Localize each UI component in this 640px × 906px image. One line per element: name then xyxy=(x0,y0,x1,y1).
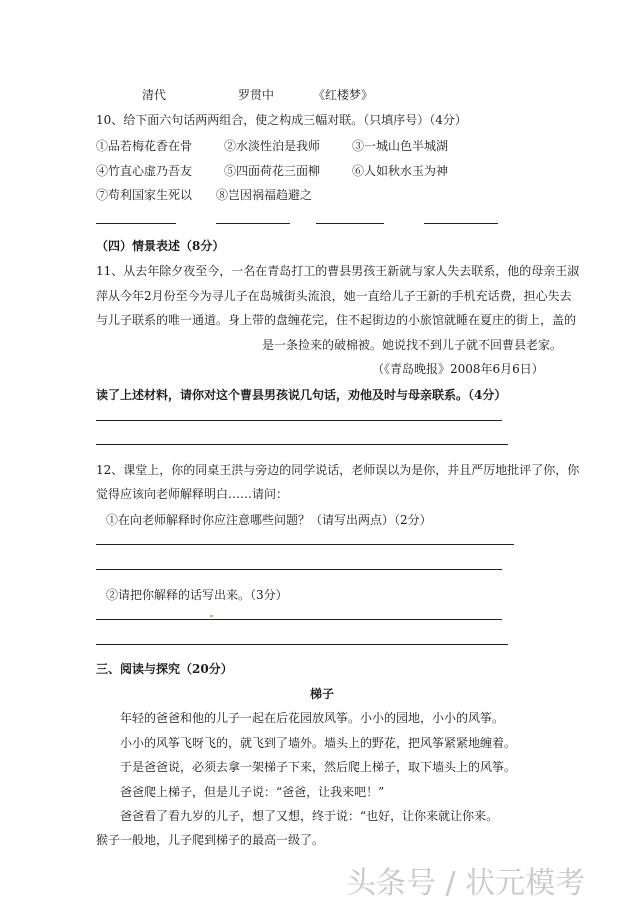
q10-option-5: ⑤四面荷花三面柳 xyxy=(224,164,321,178)
story-line-5: 爸爸看了看九岁的儿子，想了又想，终于说：“也好，让你来就让你来。 xyxy=(120,809,499,823)
q10-option-6: ⑥人如秋水玉为神 xyxy=(352,164,449,178)
q12-line-1: 12、课堂上，你的同桌王洪与旁边的同学说话，老师误以为是你，并且严厉地批评了你，你 xyxy=(96,463,580,477)
q11-line-3: 与儿子联系的唯一通道。身上带的盘缠花完，住不起街边的小旅馆就睡在夏庄的街上，盖的 xyxy=(96,313,577,327)
story-line-3: 于是爸爸说，必须去拿一架梯子下来，然后爬上梯子，取下墙头上的风筝。 xyxy=(120,760,517,774)
q10-option-4: ④竹直心虚乃吾友 xyxy=(96,164,193,178)
q11-answer-line-2[interactable] xyxy=(96,444,508,445)
story-line-6: 猴子一般地，儿子爬到梯子的最高一级了。 xyxy=(96,833,325,847)
q10-option-1: ①品若梅花香在骨 xyxy=(96,139,193,153)
q11-line-1: 11、从去年除夕夜至今，一名在青岛打工的曹县男孩王新就与家人失去联系，他的母亲王淑 xyxy=(96,264,580,278)
story-line-4: 爸爸爬上梯子，但是儿子说：“爸爸，让我来吧！” xyxy=(120,785,385,799)
q11-line-4: 是一条捡来的破棉被。她说找不到儿子就不回曹县老家。 xyxy=(262,338,563,352)
q12-sub2: ②请把你解释的话写出来。（3分） xyxy=(106,588,288,602)
top-row-dynasty: 清代 xyxy=(142,88,167,102)
q11-answer-line-1[interactable] xyxy=(96,420,502,421)
story-line-1: 年轻的爸爸和他的儿子一起在后花园放风筝。小小的园地，小小的风筝。 xyxy=(120,711,505,725)
story-title: 梯子 xyxy=(310,687,335,701)
q12-sub2-answer-line-2[interactable] xyxy=(96,644,508,645)
q11-source: （《青岛晚报》2008年6月6日） xyxy=(372,362,544,376)
top-row-author: 罗贯中 xyxy=(238,88,275,102)
story-line-2: 小小的风筝飞呀飞的，就飞到了墙外。墙头上的野花，把风筝紧紧地缠着。 xyxy=(120,736,517,750)
q10-prompt: 10、给下面六句话两两组合，使之构成三幅对联。（只填序号）（4分） xyxy=(96,113,467,127)
q11-instruction: 读了上述材料，请你对这个曹县男孩说几句话，劝他及时与母亲联系。（4分） xyxy=(96,388,507,402)
q12-sub2-answer-line-1[interactable] xyxy=(96,619,502,620)
q11-line-2: 萍从今年2月份至今为寻儿子在岛城街头流浪，她一直给儿子王新的手机充话费，担心失去 xyxy=(96,289,572,303)
watermark: 头条号 / 状元模考 xyxy=(346,866,586,901)
q10-option-7: ⑦苟利国家生死以 xyxy=(96,188,193,202)
q10-answer-blank-1[interactable] xyxy=(96,223,176,224)
q10-option-8: ⑧岂因祸福趋避之 xyxy=(216,188,313,202)
q10-option-2: ②水淡性泊是我师 xyxy=(224,139,321,153)
section4-title: （四）情景表述（8分） xyxy=(96,239,225,253)
section3-title: 三、阅读与探究（20分） xyxy=(96,662,233,676)
q10-answer-blank-3[interactable] xyxy=(316,223,384,224)
top-row-book: 《红楼梦》 xyxy=(313,88,374,102)
q10-answer-blank-4[interactable] xyxy=(424,223,498,224)
q12-sub1-answer-line-1[interactable] xyxy=(96,544,514,545)
q12-sub1: ①在向老师解释时你应注意哪些问题？（请写出两点）（2分） xyxy=(106,513,432,527)
stray-mark xyxy=(210,615,213,617)
q10-option-3: ③一城山色半城湖 xyxy=(352,139,449,153)
q12-line-2: 觉得应该向老师解释明白……请问： xyxy=(96,487,289,501)
q10-answer-blank-2[interactable] xyxy=(216,223,290,224)
q12-sub1-answer-line-2[interactable] xyxy=(96,569,502,570)
